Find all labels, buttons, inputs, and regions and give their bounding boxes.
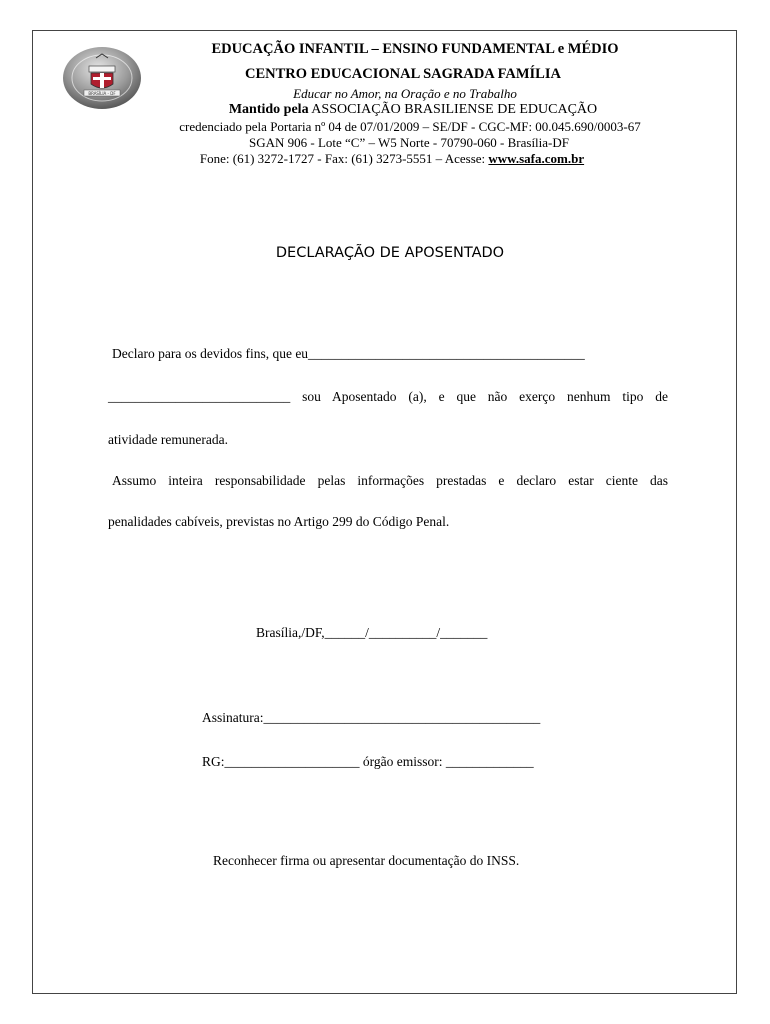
contact-phone-fax: Fone: (61) 3272-1727 - Fax: (61) 3273-5551 – Acesse: (199, 151, 489, 166)
responsibility-line-1: Assumo inteira responsabilidade pelas informações prestadas e declaro estar ciente das (112, 473, 668, 488)
footer-note: Reconhecer firma ou apresentar documentação do INSS. (213, 853, 520, 868)
school-logo (62, 46, 142, 110)
svg-text:BRASÍLIA - DF: BRASÍLIA - DF (88, 91, 116, 96)
signature-field: Assinatura:_________________________________________ (202, 710, 541, 725)
document-page (32, 30, 737, 994)
declaration-line-3: atividade remunerada. (108, 432, 228, 447)
document-title: DECLARAÇÃO DE APOSENTADO (275, 245, 505, 261)
date-field: Brasília,/DF,______/__________/_______ (256, 625, 488, 640)
declaration-line-1: Declaro para os devidos fins, que eu_________________________________________ (112, 346, 585, 361)
rg-field: RG:____________________ órgão emissor: _____________ (202, 754, 534, 769)
website-link[interactable]: www.safa.com.br (488, 151, 585, 166)
maintained-label: Mantido pela (228, 102, 309, 117)
declaration-line-2: ___________________________ sou Aposentado (a), e que não exerço nenhum tipo de (108, 389, 668, 404)
responsibility-line-2: penalidades cabíveis, previstas no Artigo 299 do Código Penal. (108, 514, 450, 529)
maintainer-name: ASSOCIAÇÃO BRASILIENSE DE EDUCAÇÃO (308, 102, 598, 117)
